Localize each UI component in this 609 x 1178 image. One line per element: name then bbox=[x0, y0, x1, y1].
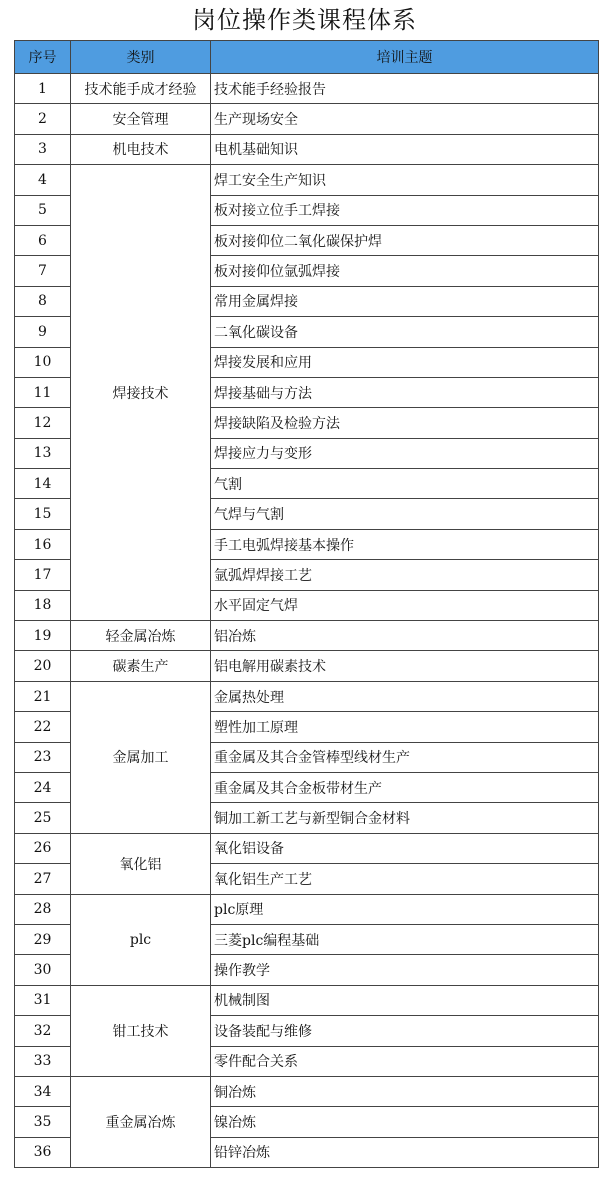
row-topic: 板对接仰位二氧化碳保护焊 bbox=[211, 225, 599, 255]
table-row bbox=[15, 104, 599, 134]
row-index: 21 bbox=[15, 681, 71, 711]
row-index: 16 bbox=[15, 529, 71, 559]
row-topic: 焊接发展和应用 bbox=[211, 347, 599, 377]
row-topic: 气焊与气割 bbox=[211, 499, 599, 529]
table-row bbox=[15, 894, 599, 924]
row-index: 34 bbox=[15, 1076, 71, 1106]
row-index: 2 bbox=[15, 104, 71, 134]
row-index: 18 bbox=[15, 590, 71, 620]
header-category: 类别 bbox=[71, 41, 211, 74]
header-index: 序号 bbox=[15, 41, 71, 74]
row-index: 13 bbox=[15, 438, 71, 468]
table-row bbox=[15, 621, 599, 651]
row-index: 29 bbox=[15, 924, 71, 954]
row-index: 3 bbox=[15, 134, 71, 164]
table-row bbox=[15, 1076, 599, 1106]
row-index: 31 bbox=[15, 985, 71, 1015]
table-row bbox=[15, 651, 599, 681]
row-index: 23 bbox=[15, 742, 71, 772]
table-row bbox=[15, 833, 599, 863]
row-index: 20 bbox=[15, 651, 71, 681]
row-index: 33 bbox=[15, 1046, 71, 1076]
row-topic: 镍冶炼 bbox=[211, 1107, 599, 1137]
row-topic: 设备装配与维修 bbox=[211, 1016, 599, 1046]
row-topic: 重金属及其合金板带材生产 bbox=[211, 772, 599, 802]
table-row bbox=[15, 134, 599, 164]
row-index: 19 bbox=[15, 621, 71, 651]
row-topic: 氧化铝生产工艺 bbox=[211, 864, 599, 894]
row-topic: 重金属及其合金管棒型线材生产 bbox=[211, 742, 599, 772]
row-topic: 氩弧焊焊接工艺 bbox=[211, 560, 599, 590]
row-category: 焊接技术 bbox=[71, 165, 211, 621]
table-row bbox=[15, 165, 599, 195]
row-topic: 铜加工新工艺与新型铜合金材料 bbox=[211, 803, 599, 833]
row-category: 技术能手成才经验 bbox=[71, 74, 211, 104]
row-index: 5 bbox=[15, 195, 71, 225]
row-topic: 气割 bbox=[211, 469, 599, 499]
row-topic: 二氧化碳设备 bbox=[211, 317, 599, 347]
row-index: 11 bbox=[15, 377, 71, 407]
row-topic: 机械制图 bbox=[211, 985, 599, 1015]
row-category: 氧化铝 bbox=[71, 833, 211, 894]
course-table bbox=[14, 40, 599, 1168]
row-topic: 常用金属焊接 bbox=[211, 286, 599, 316]
row-topic: 水平固定气焊 bbox=[211, 590, 599, 620]
row-category: 重金属冶炼 bbox=[71, 1076, 211, 1167]
row-topic: 铝冶炼 bbox=[211, 621, 599, 651]
row-topic: 金属热处理 bbox=[211, 681, 599, 711]
row-index: 28 bbox=[15, 894, 71, 924]
row-topic: 焊接基础与方法 bbox=[211, 377, 599, 407]
row-index: 9 bbox=[15, 317, 71, 347]
row-topic: 三菱plc编程基础 bbox=[211, 924, 599, 954]
row-topic: 零件配合关系 bbox=[211, 1046, 599, 1076]
row-category: 安全管理 bbox=[71, 104, 211, 134]
row-topic: 生产现场安全 bbox=[211, 104, 599, 134]
row-category: 机电技术 bbox=[71, 134, 211, 164]
row-topic: 板对接仰位氩弧焊接 bbox=[211, 256, 599, 286]
row-index: 35 bbox=[15, 1107, 71, 1137]
row-index: 15 bbox=[15, 499, 71, 529]
row-topic: plc原理 bbox=[211, 894, 599, 924]
row-index: 27 bbox=[15, 864, 71, 894]
row-topic: 板对接立位手工焊接 bbox=[211, 195, 599, 225]
row-topic: 焊接应力与变形 bbox=[211, 438, 599, 468]
row-category: 金属加工 bbox=[71, 681, 211, 833]
page-title: 岗位操作类课程体系 bbox=[192, 6, 417, 34]
row-index: 1 bbox=[15, 74, 71, 104]
row-topic: 电机基础知识 bbox=[211, 134, 599, 164]
table-row bbox=[15, 681, 599, 711]
row-index: 8 bbox=[15, 286, 71, 316]
row-index: 12 bbox=[15, 408, 71, 438]
row-index: 10 bbox=[15, 347, 71, 377]
table-row bbox=[15, 985, 599, 1015]
row-topic: 铅锌冶炼 bbox=[211, 1137, 599, 1167]
row-index: 22 bbox=[15, 712, 71, 742]
row-index: 30 bbox=[15, 955, 71, 985]
row-category: plc bbox=[71, 894, 211, 985]
row-index: 36 bbox=[15, 1137, 71, 1167]
row-topic: 铜冶炼 bbox=[211, 1076, 599, 1106]
row-topic: 操作教学 bbox=[211, 955, 599, 985]
row-topic: 技术能手经验报告 bbox=[211, 74, 599, 104]
row-topic: 塑性加工原理 bbox=[211, 712, 599, 742]
header-topic: 培训主题 bbox=[211, 41, 599, 74]
row-index: 6 bbox=[15, 225, 71, 255]
row-topic: 铝电解用碳素技术 bbox=[211, 651, 599, 681]
table-body bbox=[15, 74, 599, 1168]
row-category: 碳素生产 bbox=[71, 651, 211, 681]
row-index: 14 bbox=[15, 469, 71, 499]
table-row bbox=[15, 74, 599, 104]
row-category: 钳工技术 bbox=[71, 985, 211, 1076]
row-index: 4 bbox=[15, 165, 71, 195]
row-index: 24 bbox=[15, 772, 71, 802]
row-topic: 焊工安全生产知识 bbox=[211, 165, 599, 195]
row-index: 7 bbox=[15, 256, 71, 286]
row-index: 17 bbox=[15, 560, 71, 590]
header-row bbox=[15, 41, 599, 74]
row-category: 轻金属冶炼 bbox=[71, 621, 211, 651]
row-topic: 氧化铝设备 bbox=[211, 833, 599, 863]
row-topic: 手工电弧焊接基本操作 bbox=[211, 529, 599, 559]
row-index: 26 bbox=[15, 833, 71, 863]
row-topic: 焊接缺陷及检验方法 bbox=[211, 408, 599, 438]
row-index: 25 bbox=[15, 803, 71, 833]
row-index: 32 bbox=[15, 1016, 71, 1046]
